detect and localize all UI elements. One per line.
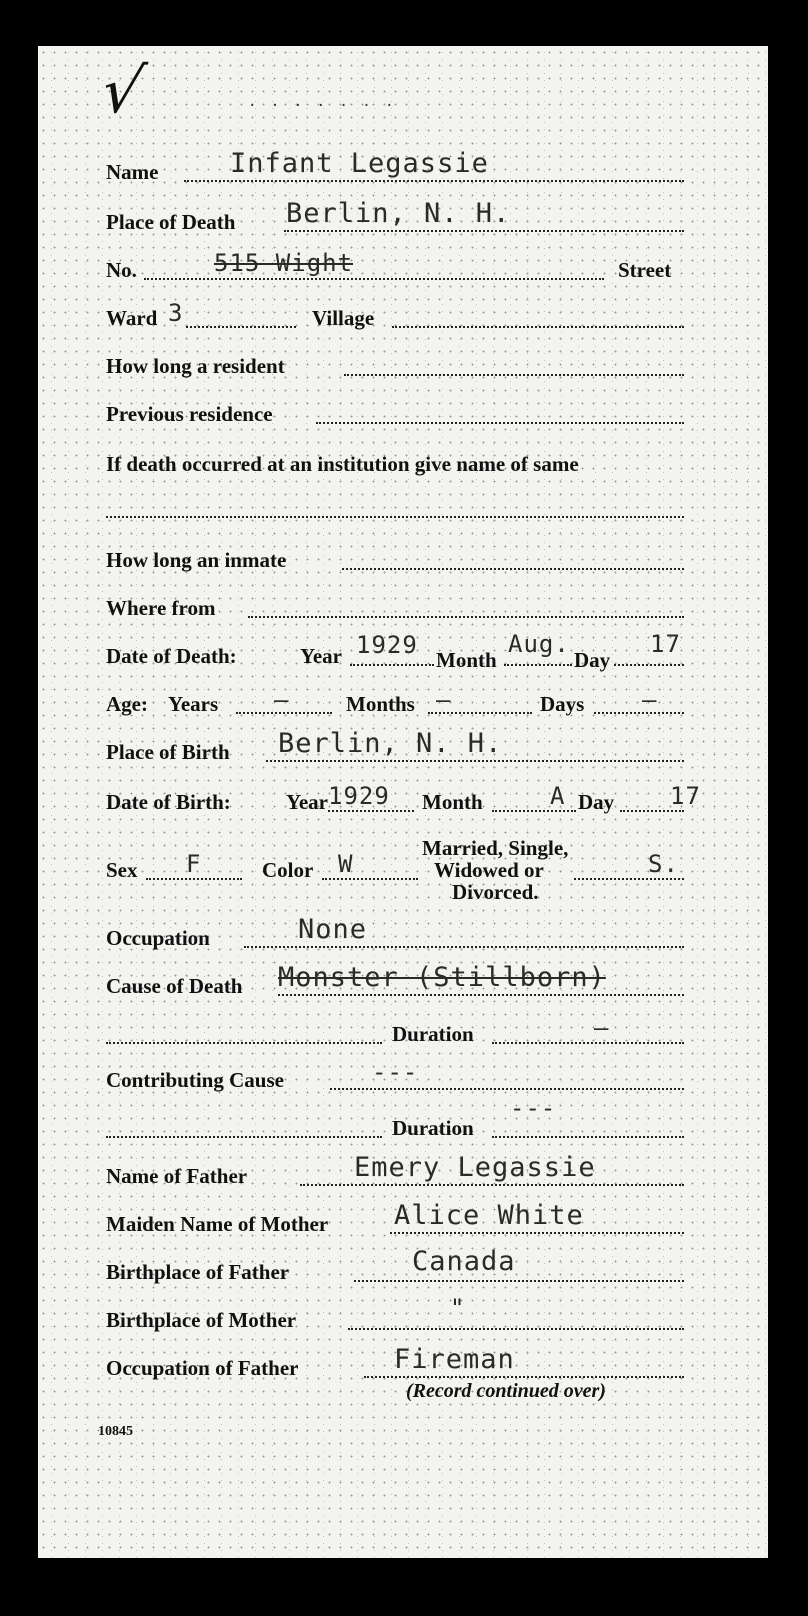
ward-line bbox=[186, 326, 296, 328]
duration-2-leading-line bbox=[106, 1136, 382, 1138]
duration-1-line bbox=[492, 1042, 684, 1044]
death-year-value: 1929 bbox=[356, 631, 418, 659]
place-of-birth-label: Place of Birth bbox=[106, 740, 230, 764]
marital-line bbox=[574, 878, 684, 880]
birthplace-mother-label: Birthplace of Mother bbox=[106, 1308, 297, 1332]
age-months-label: Months bbox=[346, 692, 415, 716]
marital-label-line1: Married, Single, bbox=[422, 836, 569, 860]
how-long-inmate-label: How long an inmate bbox=[106, 548, 287, 572]
death-day-label: Day bbox=[574, 648, 611, 672]
how-long-resident-label: How long a resident bbox=[106, 354, 285, 378]
contributing-cause-line bbox=[330, 1088, 684, 1090]
previous-residence-label: Previous residence bbox=[106, 402, 273, 426]
duration-1-leading-line bbox=[106, 1042, 382, 1044]
color-value: W bbox=[338, 850, 354, 878]
contributing-cause-label: Contributing Cause bbox=[106, 1068, 284, 1092]
color-line bbox=[322, 878, 418, 880]
institution-label: If death occurred at an institution give name of same bbox=[106, 452, 579, 476]
death-month-value: Aug. bbox=[508, 630, 570, 658]
duration-1-label: Duration bbox=[392, 1022, 474, 1046]
street-no-label: No. bbox=[106, 258, 137, 282]
street-line bbox=[144, 278, 604, 280]
age-years-value: — bbox=[274, 686, 290, 714]
contributing-cause-value: --- bbox=[372, 1058, 419, 1086]
place-of-death-line bbox=[284, 230, 684, 232]
institution-line bbox=[106, 516, 684, 518]
record-continued-note: (Record continued over) bbox=[406, 1380, 606, 1402]
occupation-line bbox=[244, 946, 684, 948]
death-year-label: Year bbox=[300, 644, 342, 668]
age-days-label: Days bbox=[540, 692, 585, 716]
birth-day-label: Day bbox=[578, 790, 615, 814]
age-days-line bbox=[594, 712, 684, 714]
top-dots-decoration: . . . . . . . bbox=[248, 94, 397, 110]
form-number: 10845 bbox=[98, 1424, 133, 1439]
occupation-father-label: Occupation of Father bbox=[106, 1356, 299, 1380]
street-value: 515 Wight bbox=[214, 249, 354, 277]
death-year-line bbox=[350, 664, 434, 666]
death-day-line bbox=[614, 664, 684, 666]
place-of-death-label: Place of Death bbox=[106, 210, 236, 234]
date-of-death-label: Date of Death: bbox=[106, 644, 237, 668]
maiden-name-mother-label: Maiden Name of Mother bbox=[106, 1212, 329, 1236]
where-from-label: Where from bbox=[106, 596, 216, 620]
birth-year-line bbox=[328, 810, 414, 812]
death-month-label: Month bbox=[436, 648, 497, 672]
marital-label-line3: Divorced. bbox=[452, 880, 539, 904]
occupation-value: None bbox=[298, 914, 368, 945]
sex-line bbox=[146, 878, 242, 880]
name-of-father-value: Emery Legassie bbox=[354, 1152, 596, 1183]
age-months-value: — bbox=[436, 686, 452, 714]
marital-label-line2: Widowed or bbox=[434, 858, 544, 882]
ward-label: Ward bbox=[106, 306, 158, 330]
duration-1-value: — bbox=[594, 1014, 610, 1042]
duration-2-label: Duration bbox=[392, 1116, 474, 1140]
village-label: Village bbox=[312, 306, 375, 330]
place-of-birth-line bbox=[266, 760, 684, 762]
date-of-birth-label: Date of Birth: bbox=[106, 790, 231, 814]
death-month-line bbox=[504, 664, 572, 666]
name-label: Name bbox=[106, 160, 159, 184]
occupation-label: Occupation bbox=[106, 926, 210, 950]
birthplace-father-label: Birthplace of Father bbox=[106, 1260, 290, 1284]
name-value: Infant Legassie bbox=[230, 148, 489, 179]
name-of-father-label: Name of Father bbox=[106, 1164, 248, 1188]
duration-2-line bbox=[492, 1136, 684, 1138]
place-of-birth-value: Berlin, N. H. bbox=[278, 728, 503, 759]
death-day-value: 17 bbox=[650, 630, 681, 658]
death-record-card bbox=[38, 46, 768, 1558]
birthplace-mother-line bbox=[348, 1328, 684, 1330]
birth-day-line bbox=[620, 810, 684, 812]
cause-of-death-line bbox=[278, 994, 684, 996]
previous-residence-line bbox=[316, 422, 684, 424]
sex-value: F bbox=[186, 850, 202, 878]
birthplace-father-value: Canada bbox=[412, 1246, 516, 1277]
street-label: Street bbox=[618, 258, 672, 282]
birth-month-value: A bbox=[550, 782, 566, 810]
birth-day-value: 17 bbox=[670, 782, 701, 810]
occupation-father-line bbox=[364, 1376, 684, 1378]
maiden-name-mother-line bbox=[390, 1232, 684, 1234]
age-days-value: — bbox=[642, 686, 658, 714]
cause-of-death-value: Monster (Stillborn) bbox=[278, 962, 606, 993]
how-long-resident-line bbox=[344, 374, 684, 376]
village-line bbox=[392, 326, 684, 328]
birth-month-label: Month bbox=[422, 790, 483, 814]
maiden-name-mother-value: Alice White bbox=[394, 1200, 584, 1231]
marital-value: S. bbox=[648, 850, 679, 878]
occupation-father-value: Fireman bbox=[394, 1344, 515, 1375]
how-long-inmate-line bbox=[342, 568, 684, 570]
birthplace-father-line bbox=[354, 1280, 684, 1282]
check-mark: √ bbox=[95, 54, 151, 127]
birth-month-line bbox=[492, 810, 576, 812]
name-line bbox=[184, 180, 684, 182]
sex-label: Sex bbox=[106, 858, 138, 882]
birth-year-label: Year bbox=[286, 790, 328, 814]
birthplace-mother-value: " bbox=[450, 1294, 466, 1322]
age-years-label: Years bbox=[168, 692, 219, 716]
place-of-death-value: Berlin, N. H. bbox=[286, 198, 511, 229]
cause-of-death-label: Cause of Death bbox=[106, 974, 243, 998]
where-from-line bbox=[248, 616, 684, 618]
duration-2-value: --- bbox=[510, 1094, 557, 1122]
color-label: Color bbox=[262, 858, 314, 882]
birth-year-value: 1929 bbox=[328, 782, 390, 810]
ward-value: 3 bbox=[168, 299, 184, 327]
name-of-father-line bbox=[300, 1184, 684, 1186]
age-label: Age: bbox=[106, 692, 148, 716]
